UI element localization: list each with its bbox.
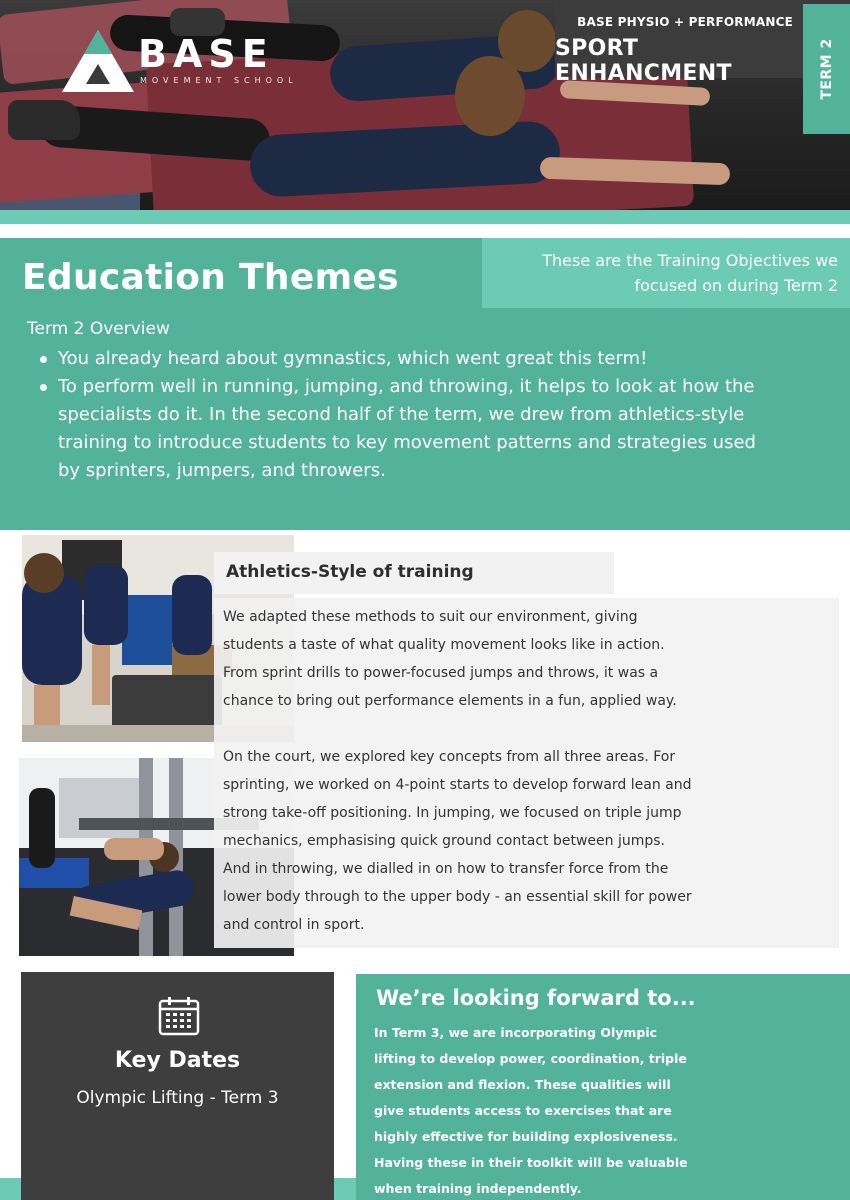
key-dates-title: Key Dates: [114, 1048, 241, 1073]
objectives-text: These are the Training Objectives we focused on during Term 2: [542, 251, 838, 295]
list-item: You already heard about gymnastics, which went great this term!: [38, 345, 758, 373]
hero-photo-shoe: [8, 100, 80, 140]
logo-subtitle: MOVEMENT SCHOOL: [140, 76, 298, 85]
calendar-icon: [158, 996, 200, 1036]
hero-banner: [0, 0, 850, 210]
logo-wordmark: BASE: [138, 32, 274, 76]
triangle-logo-icon: [60, 28, 136, 94]
athletics-body-box: [214, 598, 839, 948]
looking-forward-body: In Term 3, we are incorporating Olympic lifting to develop power, coordination, triple extension and flexion. These qualities will give students access to exercises that are highly effective for building explosiveness. Having these in their toolkit will be valuable when training independently.: [374, 1025, 688, 1196]
athletics-paragraph: We adapted these methods to suit our environment, giving students a taste of what quality movement looks like in action. From sprint drills to power-focused jumps and throws, it was a chance to bring out performance elements in a fun, applied way.: [223, 609, 677, 709]
athletics-heading-box: [214, 552, 614, 594]
overview-label: Term 2 Overview: [27, 319, 170, 339]
education-themes-section: [0, 238, 850, 530]
looking-forward-card: [356, 974, 850, 1200]
base-logo: [60, 28, 300, 98]
list-item: To perform well in running, jumping, and throwing, it helps to look at how the specialists do it. In the second half of the term, we drew from athletics-style training to introduce students to key movement patterns and strategies used by sprinters, jumpers, and throwers.: [38, 373, 758, 485]
brand-box: [555, 0, 803, 86]
overview-bullet-list: [38, 345, 758, 485]
term-tab-label: TERM 2: [818, 38, 835, 100]
looking-forward-title: We’re looking forward to...: [376, 986, 696, 1010]
section-title: Education Themes: [22, 257, 399, 298]
brand-subtitle: BASE PHYSIO + PERFORMANCE: [577, 15, 793, 29]
brand-title: SPORT ENHANCMENT: [555, 36, 732, 86]
athletics-heading: Athletics-Style of training: [226, 562, 474, 582]
header-divider-strip: [0, 210, 850, 224]
key-dates-item: Olympic Lifting - Term 3: [76, 1088, 279, 1108]
key-dates-card: [21, 972, 334, 1200]
term-tab: [803, 4, 850, 134]
objectives-callout: [482, 238, 850, 308]
hero-photo-head: [455, 56, 525, 136]
athletics-paragraph: On the court, we explored key concepts from all three areas. For sprinting, we worked on 4-point starts to develop forward lean and strong take-off positioning. In jumping, we focused on triple jump mechanics, emphasising quick ground contact between jumps. And in throwing, we dialled in on how to transfer force from the lower body through to the upper body - an essential skill for power and control in sport.: [223, 749, 692, 933]
